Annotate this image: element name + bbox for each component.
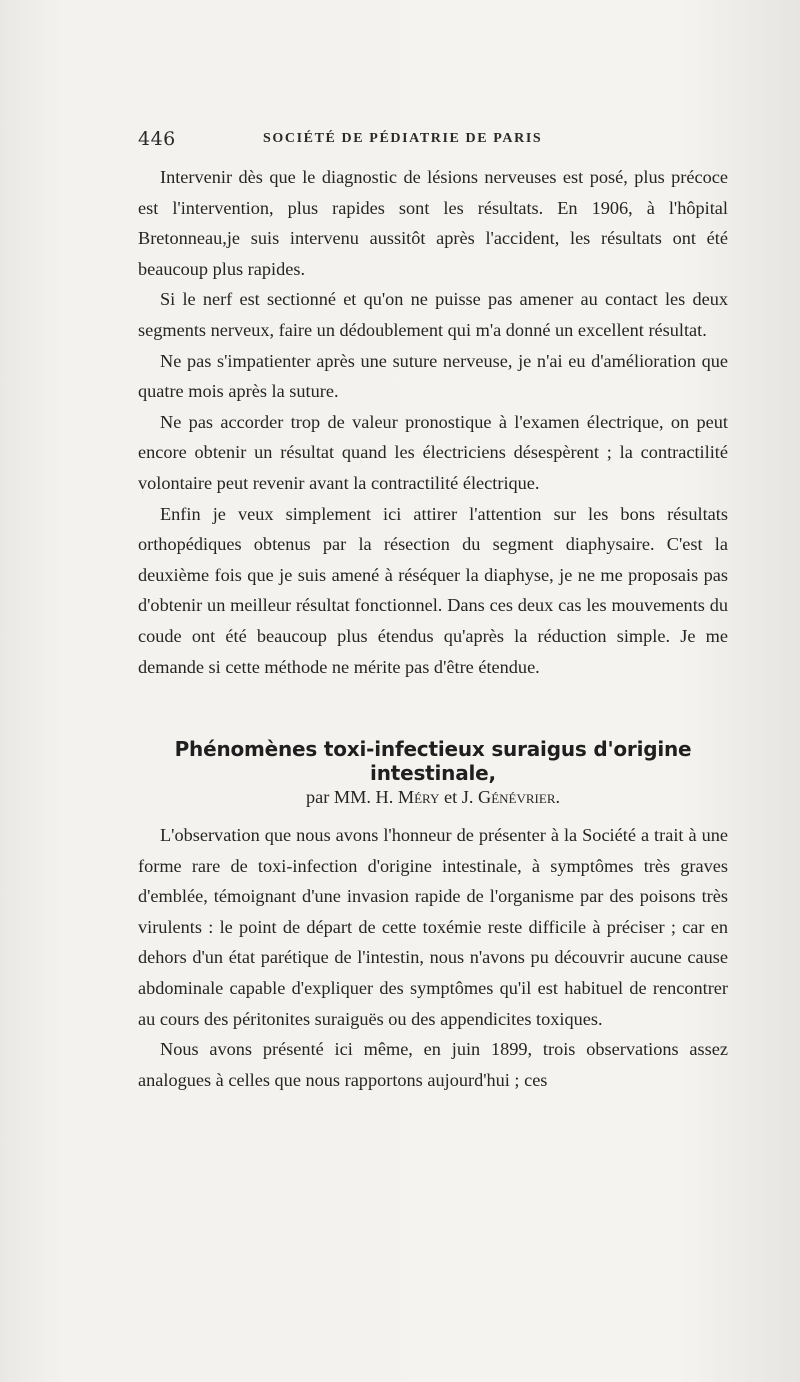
section-authors: [138, 787, 728, 808]
body-text-top: [138, 162, 728, 682]
author-name: Méry: [397, 787, 440, 807]
paragraph: Enfin je veux simplement ici attirer l'attention sur les bons résultats orthopédiques obtenus par la résection du segment diaphysaire. C'est la deuxième fois que je suis amené à réséquer la diaphyse, je ne me proposais pas d'obtenir un meilleur résultat fonctionnel. Dans ces deux cas les mouvements du coude ont été beaucoup plus étendus qu'après la réduction simple. Je me demande si cette méthode ne mérite pas d'être étendue.: [138, 503, 728, 677]
page-number: 446: [138, 128, 176, 150]
paragraph: Ne pas accorder trop de valeur pronostique à l'examen électrique, on peut encore obtenir un résultat quand les électriciens désespèrent ; la contractilité volontaire peut revenir avant la contractilité électrique.: [138, 411, 728, 493]
authors-prefix: par MM. H.: [305, 787, 394, 807]
paragraph: L'observation que nous avons l'honneur de présenter à la Société a trait à une forme rare de toxi-infection d'origine intestinale, à symptômes très graves d'emblée, témoignant d'une invasion rapide de l'organisme par des poisons très virulents : le point de départ de cette toxémie reste difficile à préciser ; car en dehors d'un état parétique de l'intestin, nous n'avons pu découvrir aucune cause abdominale capable d'expliquer des symptômes qu'il est habituel de rencontrer au cours des péritonites suraiguës ou des appendicites toxiques.: [138, 825, 728, 1029]
paragraph: Intervenir dès que le diagnostic de lésions nerveuses est posé, plus précoce est l'intervention, plus rapides sont les résultats. En 1906, à l'hôpital Bretonneau,je suis intervenu aussitôt après l'accident, les résultats ont été beaucoup plus rapides.: [138, 167, 728, 279]
author-name: Génévrier.: [478, 787, 561, 807]
paragraph: Nous avons présenté ici même, en juin 1899, trois observations assez analogues à celles que nous rapportons aujourd'hui ; ces: [138, 1039, 728, 1090]
authors-connector: et J.: [443, 787, 474, 807]
paragraph: Si le nerf est sectionné et qu'on ne puisse pas amener au contact les deux segments nerveux, faire un dédoublement qui m'a donné un excellent résultat.: [138, 289, 728, 340]
paragraph: Ne pas s'impatienter après une suture nerveuse, je n'ai eu d'amélioration que quatre mois après la suture.: [138, 350, 728, 402]
section-title: Phénomènes toxi-infectieux suraigus d'origine intestinale,: [174, 737, 692, 785]
page-header: [138, 128, 728, 158]
running-title: SOCIÉTÉ DE PÉDIATRIE DE PARIS: [263, 131, 543, 146]
body-text-bottom: [138, 820, 728, 1095]
